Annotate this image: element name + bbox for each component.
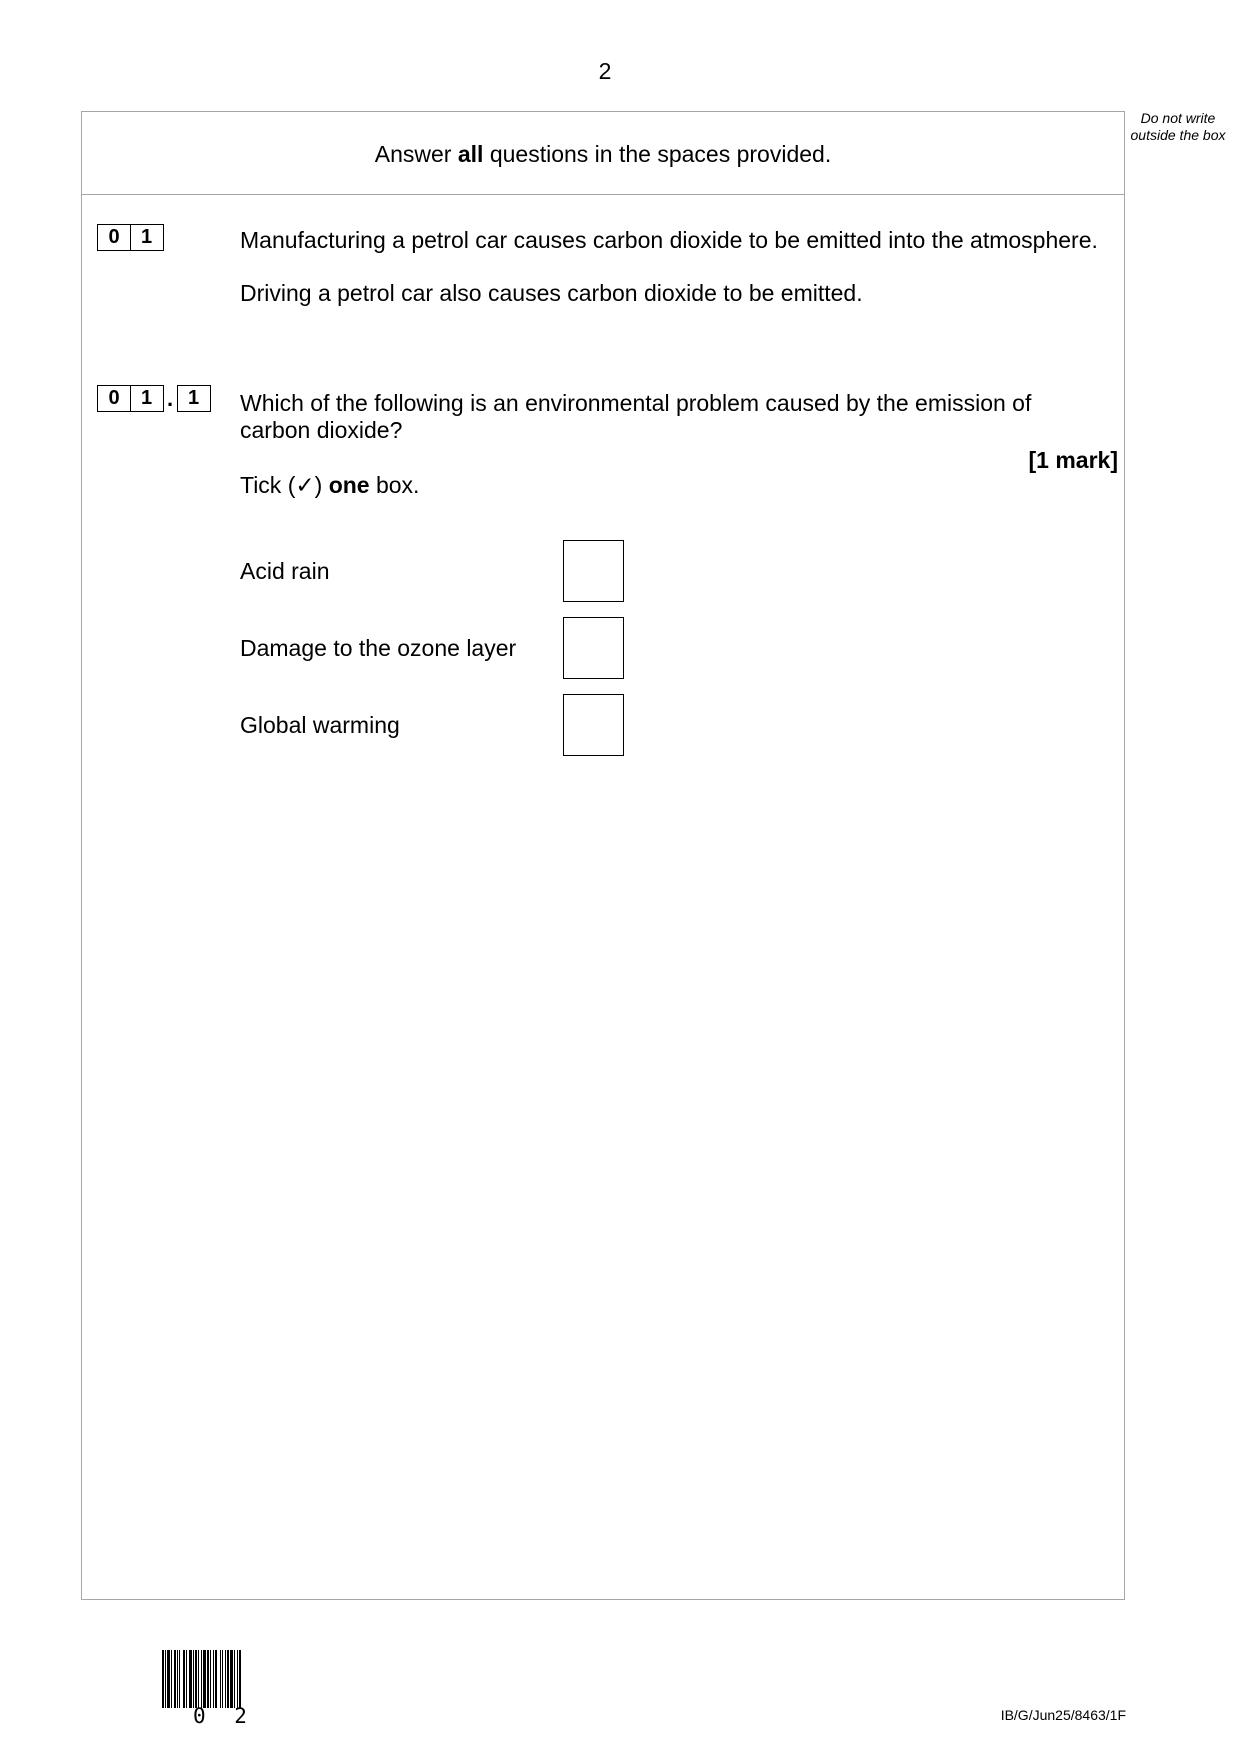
tick-box-ozone[interactable]	[563, 617, 624, 679]
option-label-acid-rain: Acid rain	[240, 558, 330, 584]
subquestion-text-line: Which of the following is an environmental problem caused by the emission of	[240, 390, 1032, 416]
instruction	[81, 141, 1125, 168]
question-text-line: Driving a petrol car also causes carbon dioxide to be emitted.	[240, 280, 863, 306]
subquestion-text-line: carbon dioxide?	[240, 417, 403, 443]
margin-note: Do not write outside the box	[1130, 110, 1226, 143]
question-digit: 0	[97, 224, 131, 251]
header-divider	[81, 194, 1125, 195]
question-digit: 0	[97, 385, 131, 412]
mark-allocation: [1 mark]	[1028, 447, 1118, 473]
instruction-bold: all	[457, 141, 484, 167]
question-number-01	[97, 224, 164, 251]
barcode-bar	[241, 1650, 243, 1708]
question-digit: 1	[130, 385, 164, 412]
instruction-suffix: questions in the spaces provided.	[483, 141, 832, 167]
question-digit: 1	[130, 224, 164, 251]
question-text-line: Manufacturing a petrol car causes carbon dioxide to be emitted into the atmosphere.	[240, 227, 1098, 253]
tick-suffix: box.	[369, 472, 420, 498]
tick-bold: one	[328, 472, 370, 498]
option-label-ozone: Damage to the ozone layer	[240, 635, 517, 661]
option-label-global-warming: Global warming	[240, 712, 400, 738]
question-sub-digit: 1	[177, 385, 211, 412]
page-number: 2	[598, 58, 612, 84]
barcode-digits: 0 2	[193, 1704, 255, 1728]
answer-frame	[81, 111, 1125, 1600]
tick-box-acid-rain[interactable]	[563, 540, 624, 602]
tick-prefix: Tick (✓)	[240, 472, 329, 498]
tick-box-global-warming[interactable]	[563, 694, 624, 756]
instruction-prefix: Answer	[374, 141, 458, 167]
barcode	[162, 1650, 243, 1708]
paper-code: IB/G/Jun25/8463/1F	[1000, 1707, 1126, 1723]
tick-instruction	[240, 472, 419, 499]
question-number-01-1	[97, 385, 211, 412]
question-separator: .	[166, 386, 174, 411]
